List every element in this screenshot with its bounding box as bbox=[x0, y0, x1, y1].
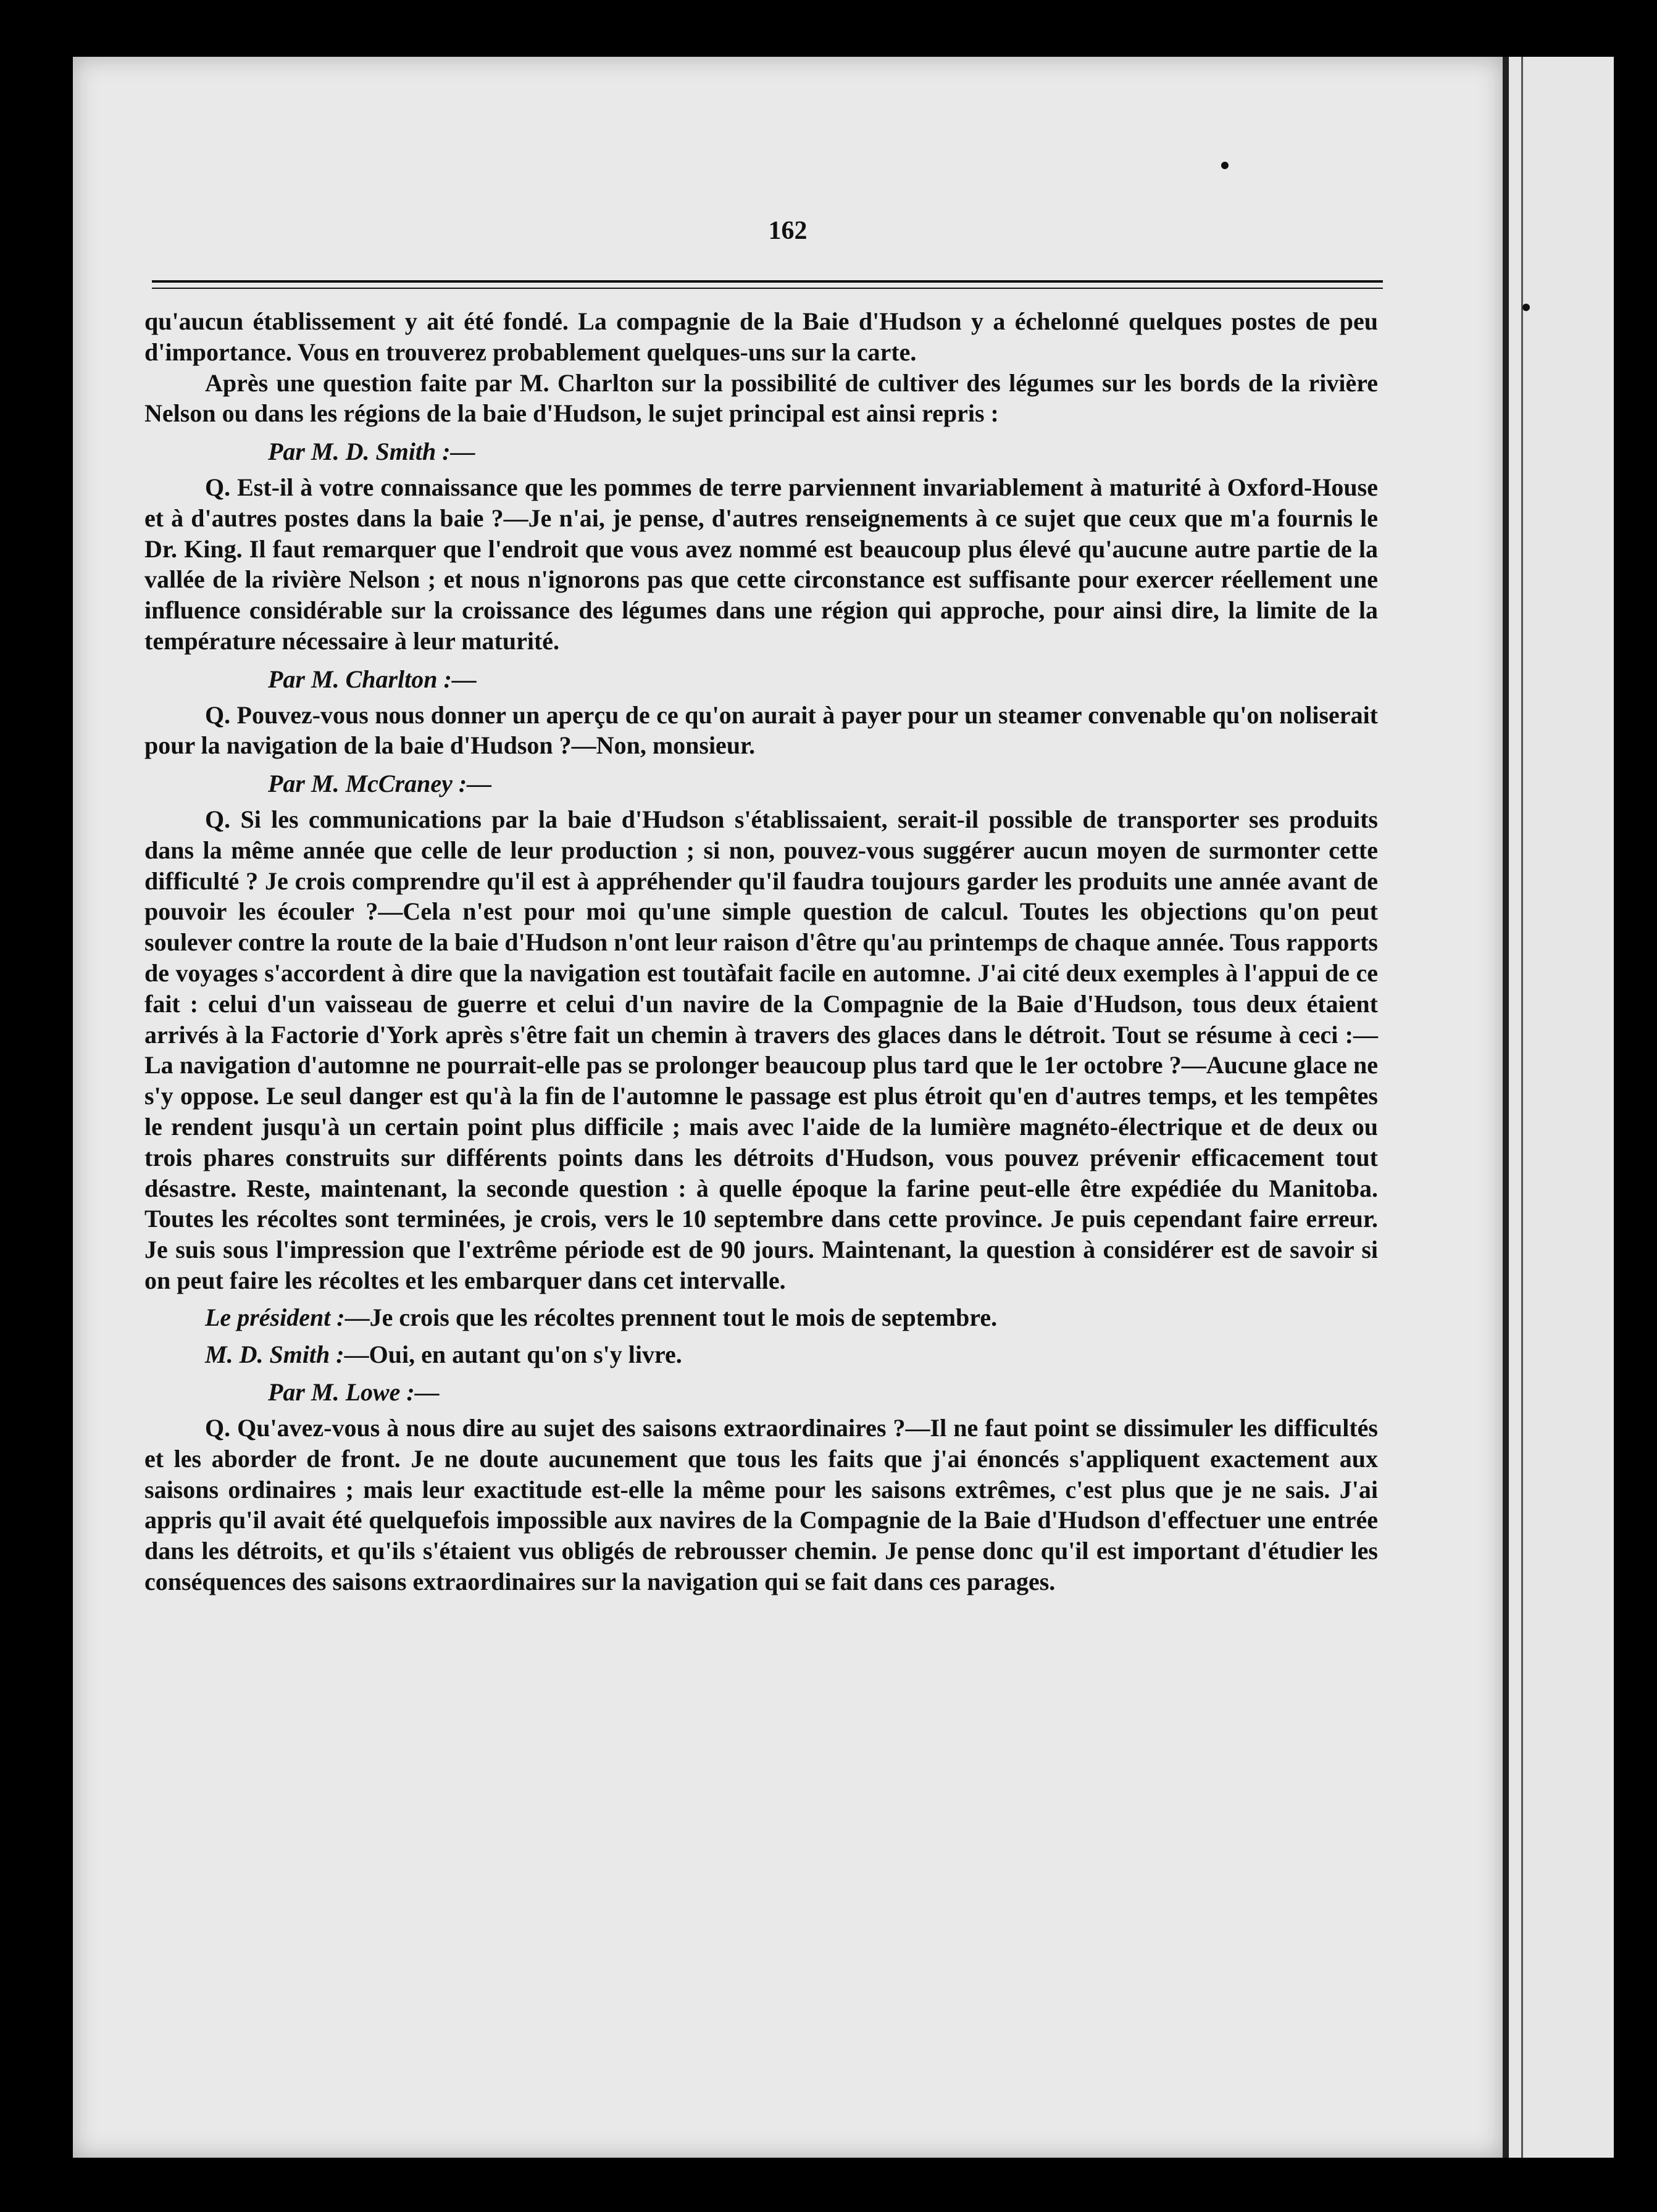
speaker-lead: M. D. Smith : bbox=[205, 1340, 344, 1368]
document-page bbox=[73, 57, 1503, 2158]
header-rule bbox=[152, 280, 1383, 283]
paragraph: qu'aucun établissement y ait été fondé. La compagnie de la Baie d'Hudson y a échelonné quelques postes de peu d'importance. Vous en trouverez probablement quelques-uns sur la carte. bbox=[144, 307, 1378, 366]
paragraph: Q. Si les communications par la baie d'Hudson s'établissaient, serait-il possible de transporter ses produits dans la même année que celle de leur production ; si non, pouvez-vous suggérer aucun moyen de surmonter cette difficulté ? Je crois comprendre qu'il est à appréhender qu'il faudra toujours garder les produits une année avant de pouvoir les écouler ?—Cela n'est pour moi qu'une simple question de calcul. Toutes les objections qu'on peut soulever contre la route de la baie d'Hudson n'ont leur raison d'être qu'au printemps de chaque année. Tous rapports de voyages s'accordent à dire que la navigation est toutàfait facile en automne. J'ai cité deux exemples à l'appui de ce fait : celui d'un vaisseau de guerre et celui d'un navire de la Compagnie de la Baie d'Hudson, tous deux étaient arrivés à la Factorie d'York après s'être fait un chemin à travers des glaces dans le détroit. Tout se résume à ceci :—La navigation d'automne ne pourrait-elle pas se prolonger beaucoup plus tard que le 1er octobre ?—Aucune glace ne s'y oppose. Le seul danger est qu'à la fin de l'automne le passage est plus étroit qu'en d'autres temps, et les tempêtes le rendent jusqu'à un certain point plus difficile ; mais avec l'aide de la lumière magnéto-électrique et de deux ou trois phares construits sur différents points dans les détroits d'Hudson, vous pouvez prévenir efficacement tout désastre. Reste, maintenant, la seconde question : à quelle époque la farine peut-elle être expédiée du Manitoba. Toutes les récoltes sont terminées, je crois, vers le 10 septembre dans cette province. Je puis cependant faire erreur. Je suis sous l'impression que l'extrême période est de 90 jours. Maintenant, la question à considérer est de savoir si on peut faire les récoltes et les embarquer dans cet intervalle. bbox=[144, 805, 1378, 1294]
lead-text: —Je crois que les récoltes prennent tout le mois de septembre. bbox=[344, 1303, 998, 1331]
speaker-heading: Par M. McCraney :— bbox=[268, 770, 492, 798]
lead-text: —Oui, en autant qu'on s'y livre. bbox=[344, 1340, 682, 1368]
speck-mark bbox=[1522, 304, 1530, 311]
speaker-lead: Le président : bbox=[205, 1303, 345, 1331]
header-rule-thin bbox=[152, 288, 1383, 289]
document-body bbox=[144, 306, 1378, 1597]
paragraph: Q. Qu'avez-vous à nous dire au sujet des saisons extraordinaires ?—Il ne faut point se dissimuler les difficultés et les aborder de front. Je ne doute aucunement que tous les faits que j'ai énoncés s'appliquent exactement aux saisons ordinaires ; mais leur exactitude est-elle la même pour les saisons extrêmes, c'est plus que je ne sais. J'ai appris qu'il avait été quelquefois impossible aux navires de la Compagnie de la Baie d'Hudson d'effectuer une entrée dans les détroits, et qu'ils s'étaient vus obligés de rebrousser chemin. Je pense donc qu'il est important d'étudier les conséquences des saisons extraordinaires sur la navigation qui se fait dans ces parages. bbox=[144, 1414, 1378, 1596]
facing-page-edge bbox=[1503, 57, 1614, 2158]
paragraph: Q. Est-il à votre connaissance que les pommes de terre parviennent invariablement à maturité à Oxford-House et à d'autres postes dans la baie ?—Je n'ai, je pense, d'autres renseignements à ce sujet que ceux que m'a fournis le Dr. King. Il faut remarquer que l'endroit que vous avez nommé est beaucoup plus élevé qu'aucune autre partie de la vallée de la rivière Nelson ; et nous n'ignorons pas que cette circonstance est suffisante pour exercer réellement une influence considérable sur la croissance des légumes dans une région qui approche, pour ainsi dire, la limite de la température nécessaire à leur maturité. bbox=[144, 473, 1378, 655]
paragraph-lead bbox=[144, 1302, 1378, 1333]
page-number: 162 bbox=[768, 217, 808, 245]
speck-mark bbox=[1221, 162, 1229, 169]
paragraph-lead bbox=[144, 1339, 1378, 1370]
paragraph: Q. Pouvez-vous nous donner un aperçu de ce qu'on aurait à payer pour un steamer convenable qu'on noliserait pour la navigation de la baie d'Hudson ?—Non, monsieur. bbox=[144, 701, 1378, 760]
speaker-heading: Par M. Charlton :— bbox=[268, 665, 477, 693]
speaker-heading: Par M. Lowe :— bbox=[268, 1378, 440, 1407]
speaker-heading: Par M. D. Smith :— bbox=[268, 438, 475, 466]
paragraph: Après une question faite par M. Charlton sur la possibilité de cultiver des légumes sur les bords de la rivière Nelson ou dans les régions de la baie d'Hudson, le sujet principal est ainsi repris : bbox=[144, 368, 1378, 428]
page-fold-line bbox=[1521, 57, 1523, 2158]
